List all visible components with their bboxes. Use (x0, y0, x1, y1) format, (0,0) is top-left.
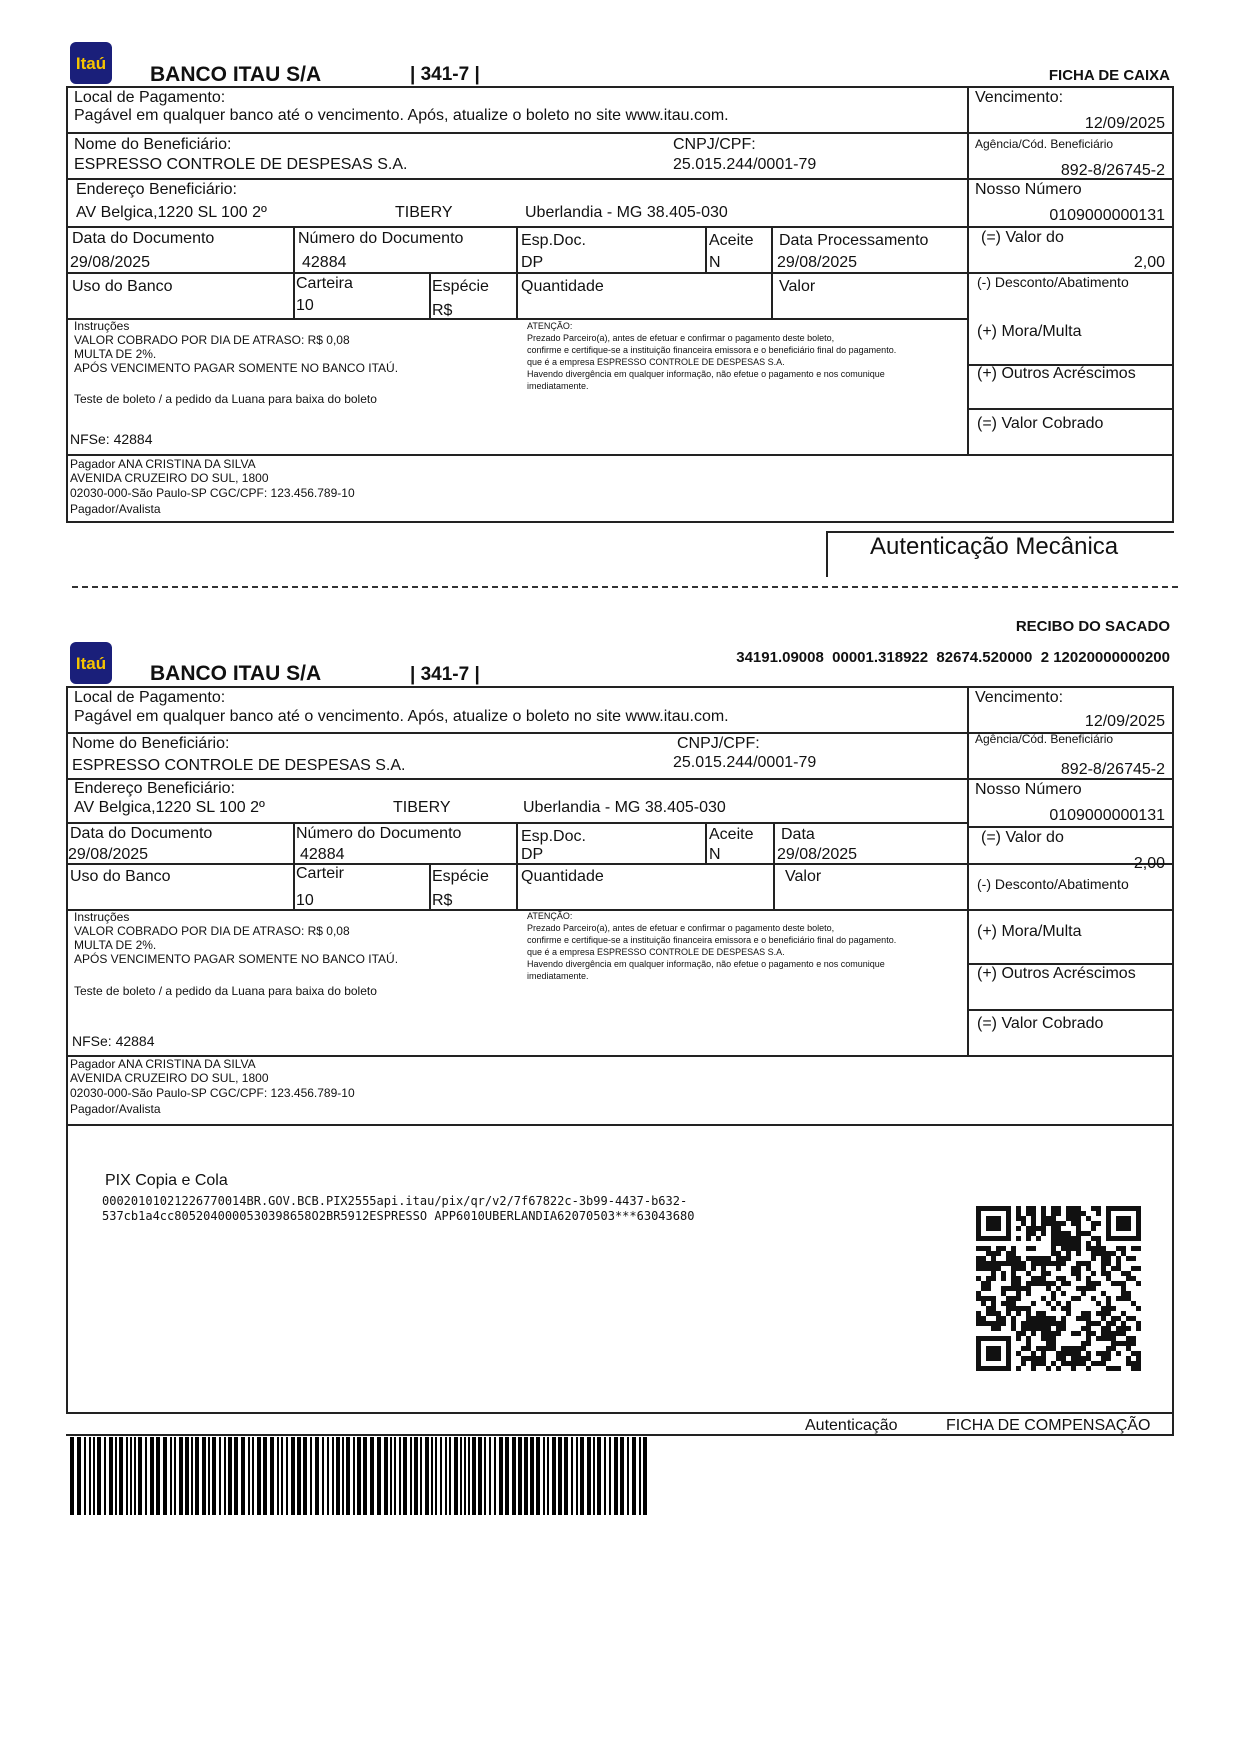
numero-documento-label-2: Número do Documento (296, 825, 462, 842)
nosso-numero-label: Nosso Número (975, 181, 1082, 198)
atencao-2: Prezado Parceiro(a), antes de efetuar e confirmar o pagamento deste boleto, (527, 333, 835, 343)
nosso-numero-value: 0109000000131 (1049, 207, 1165, 224)
agencia-value: 892-8/26745-2 (1060, 162, 1165, 179)
beneficiario-label: Nome do Beneficiário: (74, 136, 232, 153)
atencao-3: confirme e certifique-se a instituição financeira emissora e o beneficiário final do pagamento. (527, 345, 897, 355)
atencao-1-2: ATENÇÃO: (527, 911, 573, 921)
beneficiario-label-2: Nome do Beneficiário: (72, 735, 230, 752)
local-pagamento-value-2: Pagável em qualquer banco até o vencimento. Após, atualize o boleto no site www.itau.com. (74, 708, 729, 725)
pix-code-line1: 00020101021226770014BR.GOV.BCB.PIX2555api.itau/pix/qr/v2/7f67822c-3b99-4437-b632- (102, 1194, 688, 1208)
vencimento-label-2: Vencimento: (975, 689, 1064, 706)
quantidade-label: Quantidade (521, 278, 604, 295)
especie-label: Espécie (432, 278, 489, 295)
desconto-label-2: (-) Desconto/Abatimento (977, 876, 1129, 892)
local-pagamento-value: Pagável em qualquer banco até o vencimento. Após, atualize o boleto no site www.itau.com. (74, 107, 729, 124)
teste-text: Teste de boleto / a pedido da Luana para baixa do boleto (74, 392, 377, 406)
bank-name-2: BANCO ITAU S/A (150, 662, 322, 685)
numero-documento-value: 42884 (302, 254, 347, 271)
instrucao-2: MULTA DE 2%. (74, 347, 157, 361)
beneficiario-value-2: ESPRESSO CONTROLE DE DESPESAS S.A. (72, 757, 406, 774)
pagador-4: Pagador/Avalista (70, 502, 161, 516)
cnpj-value: 25.015.244/0001-79 (673, 156, 817, 173)
atencao-4-2: que é a empresa ESPRESSO CONTROLE DE DESPESAS S.A. (527, 947, 785, 957)
agencia-value-2: 892-8/26745-2 (1060, 761, 1165, 778)
cidade-value: Uberlandia - MG 38.405-030 (525, 204, 728, 221)
agencia-label: Agência/Cód. Beneficiário (975, 137, 1114, 151)
ficha-compensacao: FICHA DE COMPENSAÇÃO (946, 1417, 1151, 1434)
outros-label: (+) Outros Acréscimos (977, 365, 1136, 382)
pix-qr-code (976, 1206, 1142, 1372)
valor-label-2: Valor (785, 868, 822, 885)
barcode (70, 1437, 650, 1515)
outros-label-2: (+) Outros Acréscimos (977, 965, 1136, 982)
data-documento-label: Data do Documento (72, 230, 215, 247)
pix-title: PIX Copia e Cola (105, 1172, 228, 1189)
data-documento-label-2: Data do Documento (70, 825, 213, 842)
valor-cobrado-label-2: (=) Valor Cobrado (977, 1015, 1104, 1032)
instrucoes-label-2: Instruções (74, 910, 130, 924)
cnpj-label-2: CNPJ/CPF: (677, 735, 760, 752)
autenticacao-mecanica: Autenticação Mecânica (870, 533, 1119, 560)
pagador-1-2: Pagador ANA CRISTINA DA SILVA (70, 1057, 256, 1071)
atencao-6-2: imediatamente. (527, 971, 589, 981)
valor-do-label-2: (=) Valor do (981, 829, 1064, 846)
data-processamento-value: 29/08/2025 (777, 254, 858, 271)
data-processamento-label: Data Processamento (779, 232, 929, 249)
especie-label-2: Espécie (432, 868, 489, 885)
cnpj-value-2: 25.015.244/0001-79 (673, 754, 817, 771)
pagador-2: AVENIDA CRUZEIRO DO SUL, 1800 (70, 471, 269, 485)
valor-label: Valor (779, 278, 816, 295)
pagador-1: Pagador ANA CRISTINA DA SILVA (70, 457, 256, 471)
carteira-value-2: 10 (296, 892, 314, 909)
esp-doc-value: DP (521, 254, 544, 271)
linha-digitavel: 34191.09008 00001.318922 82674.520000 2 12020000000200 (736, 649, 1170, 666)
desconto-label: (-) Desconto/Abatimento (977, 274, 1129, 290)
especie-value-2: R$ (432, 892, 453, 909)
atencao-5-2: Havendo divergência em qualquer informação, não efetue o pagamento e nos comunique (527, 959, 885, 969)
ficha-de-caixa-title: FICHA DE CAIXA (1048, 67, 1170, 84)
local-pagamento-label-2: Local de Pagamento: (74, 689, 226, 706)
numero-documento-label: Número do Documento (298, 230, 464, 247)
teste-text-2: Teste de boleto / a pedido da Luana para baixa do boleto (74, 984, 377, 998)
data-label-2: Data (781, 826, 815, 843)
endereco-label-2: Endereço Beneficiário: (74, 780, 235, 797)
aceite-value: N (709, 254, 721, 271)
instrucao-3-2: APÓS VENCIMENTO PAGAR SOMENTE NO BANCO ITAÚ. (74, 952, 399, 966)
nosso-numero-label-2: Nosso Número (975, 781, 1082, 798)
esp-doc-label-2: Esp.Doc. (521, 828, 586, 845)
instrucao-1-2: VALOR COBRADO POR DIA DE ATRASO: R$ 0,08 (74, 924, 350, 938)
carteira-label: Carteira (296, 275, 353, 292)
nfse-text-2: NFSe: 42884 (72, 1033, 155, 1049)
uso-banco-label-2: Uso do Banco (70, 868, 171, 885)
atencao-4: que é a empresa ESPRESSO CONTROLE DE DESPESAS S.A. (527, 357, 785, 367)
pagador-2-2: AVENIDA CRUZEIRO DO SUL, 1800 (70, 1071, 269, 1085)
local-pagamento-label: Local de Pagamento: (74, 89, 226, 106)
carteira-value: 10 (296, 297, 314, 314)
aceite-label: Aceite (709, 232, 754, 249)
itau-logo-2: Itaú (70, 642, 112, 684)
vencimento-value-2: 12/09/2025 (1084, 713, 1165, 730)
atencao-3-2: confirme e certifique-se a instituição financeira emissora e o beneficiário final do pagamento. (527, 935, 897, 945)
valor-documento-value-2: 2,00 (1133, 855, 1165, 872)
aceite-value-2: N (709, 846, 721, 863)
pagador-4-2: Pagador/Avalista (70, 1102, 161, 1116)
bairro-value-2: TIBERY (393, 799, 451, 816)
nosso-numero-value-2: 0109000000131 (1049, 807, 1165, 824)
esp-doc-label: Esp.Doc. (521, 232, 586, 249)
carteira-label-2: Carteir (296, 865, 345, 882)
beneficiario-value: ESPRESSO CONTROLE DE DESPESAS S.A. (74, 156, 408, 173)
nfse-text: NFSe: 42884 (70, 431, 153, 447)
data-processamento-value-2: 29/08/2025 (777, 846, 858, 863)
endereco-label: Endereço Beneficiário: (76, 181, 237, 198)
valor-do-label: (=) Valor do (981, 229, 1064, 246)
instrucoes-label: Instruções (74, 319, 130, 333)
endereco-value-2: AV Belgica,1220 SL 100 2º (74, 799, 265, 816)
cnpj-label: CNPJ/CPF: (673, 136, 756, 153)
instrucao-3: APÓS VENCIMENTO PAGAR SOMENTE NO BANCO ITAÚ. (74, 361, 399, 375)
atencao-2-2: Prezado Parceiro(a), antes de efetuar e confirmar o pagamento deste boleto, (527, 923, 835, 933)
esp-doc-value-2: DP (521, 846, 544, 863)
mora-label: (+) Mora/Multa (977, 323, 1082, 340)
aceite-label-2: Aceite (709, 826, 754, 843)
cut-line (72, 586, 1178, 588)
especie-value: R$ (432, 302, 453, 319)
endereco-value: AV Belgica,1220 SL 100 2º (76, 204, 267, 221)
bank-name: BANCO ITAU S/A (150, 63, 322, 86)
numero-documento-value-2: 42884 (300, 846, 345, 863)
atencao-1: ATENÇÃO: (527, 321, 573, 331)
vencimento-value: 12/09/2025 (1084, 115, 1165, 132)
bank-code-2: | 341-7 | (410, 664, 480, 685)
quantidade-label-2: Quantidade (521, 868, 604, 885)
atencao-5: Havendo divergência em qualquer informação, não efetue o pagamento e nos comunique (527, 369, 885, 379)
pagador-3-2: 02030-000-São Paulo-SP CGC/CPF: 123.456.789-10 (70, 1086, 355, 1100)
atencao-6: imediatamente. (527, 381, 589, 391)
pagador-3: 02030-000-São Paulo-SP CGC/CPF: 123.456.789-10 (70, 486, 355, 500)
instrucao-2-2: MULTA DE 2%. (74, 938, 157, 952)
bank-code: | 341-7 | (410, 64, 480, 85)
agencia-label-2: Agência/Cód. Beneficiário (975, 732, 1114, 746)
data-documento-value-2: 29/08/2025 (68, 846, 149, 863)
autenticacao-footer: Autenticação (805, 1417, 898, 1434)
instrucao-1: VALOR COBRADO POR DIA DE ATRASO: R$ 0,08 (74, 333, 350, 347)
vencimento-label: Vencimento: (975, 89, 1064, 106)
valor-documento-value: 2,00 (1133, 254, 1165, 271)
recibo-sacado-title: RECIBO DO SACADO (1015, 618, 1170, 635)
bairro-value: TIBERY (395, 204, 453, 221)
uso-banco-label: Uso do Banco (72, 278, 173, 295)
pix-code-line2: 537cb1a4cc8052040000530398658O2BR5912ESPRESSO APP6010UBERLANDIA62070503***63043680 (102, 1209, 695, 1223)
cidade-value-2: Uberlandia - MG 38.405-030 (523, 799, 726, 816)
mora-label-2: (+) Mora/Multa (977, 923, 1082, 940)
valor-cobrado-label: (=) Valor Cobrado (977, 415, 1104, 432)
data-documento-value: 29/08/2025 (70, 254, 151, 271)
itau-logo: Itaú (70, 42, 112, 84)
